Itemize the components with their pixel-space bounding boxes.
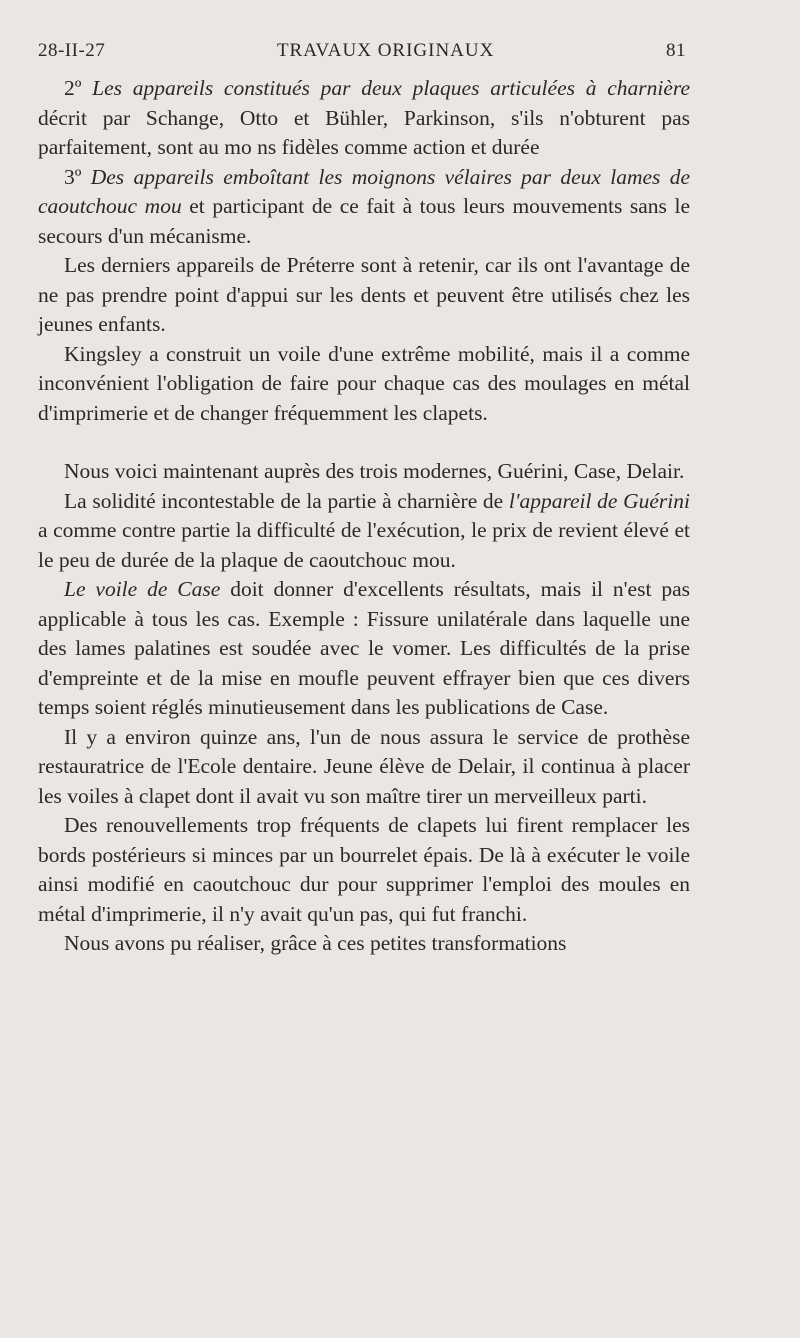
paragraph-kingsley: Kingsley a construit un voile d'une extrême mobilité, mais il a comme inconvénient l'obligation de faire pour chaque cas des moulages en métal d'imprimerie et de changer fréquemment les clapets.	[38, 341, 690, 425]
running-header	[38, 40, 690, 62]
paragraph-transformations: Nous avons pu réaliser, grâce à ces petites transformations	[64, 931, 567, 955]
paragraph-preterre: Les derniers appareils de Préterre sont à retenir, car ils ont l'avantage de ne pas prendre point d'appui sur les dents et peuvent être utilisés chez les jeunes enfants.	[38, 253, 690, 336]
italic-phrase: Des appareils emboîtant les moignons vélaires par deux lames de caoutchouc mou	[38, 164, 690, 218]
paragraph-text: La solidité incontestable de la partie à charnière de	[64, 488, 509, 513]
paragraph-ecole: Il y a environ quinze ans, l'un de nous assura le service de prothèse restauratrice de l'Ecole dentaire. Jeune élève de Delair, il continua à placer les voiles à clapet dont il avait vu son maître tirer un merveilleux parti.	[38, 724, 690, 808]
paragraph-text: a comme contre partie la difficulté de l'exécution, le prix de revient élevé et le peu de durée de la plaque de caoutchouc mou.	[38, 518, 690, 572]
paragraph-text: décrit par Schange, Otto et Bühler, Parkinson, s'ils n'obturent pas parfaitement, sont au mo ns fidèles comme action et durée	[38, 105, 690, 159]
paragraph-text: doit donner d'excellents résultats, mais il n'est pas applicable à tous les cas. Exemple : Fissure unilatérale dans laquelle une des lames palatines est soudée avec le vomer. Les difficultés de la prise d'empreinte et de la mise en moufle peuvent effrayer bien que ces divers temps soient réglés minutieusement dans les publications de Case.	[38, 577, 690, 719]
item-number: 3º	[64, 164, 91, 189]
italic-phrase: l'appareil de Guérini	[508, 488, 690, 513]
header-title: TRAVAUX ORIGINAUX	[276, 40, 495, 61]
paragraph-clapets: Des renouvellements trop fréquents de clapets lui firent remplacer les bords postérieurs si minces par un bourrelet épais. De là à exécuter le voile ainsi modifié en caoutchouc dur pour supprimer l'emploi des moules en métal d'imprimerie, il n'y avait qu'un pas, qui fut franchi.	[38, 813, 690, 926]
paragraph-text: et participant de ce fait à tous leurs mouvements sans le secours d'un mécanisme.	[38, 194, 690, 248]
article-body	[38, 74, 690, 959]
paragraph-case	[38, 575, 690, 723]
item-number: 2º	[64, 76, 93, 100]
page-number: 81	[665, 40, 686, 61]
paragraph-modernes: Nous voici maintenant auprès des trois modernes, Guérini, Case, Delair.	[64, 459, 685, 483]
paragraph-item-3	[38, 163, 690, 252]
italic-phrase: Les appareils constitués par deux plaques articulées à charnière	[92, 76, 690, 100]
header-date: 28-II-27	[38, 40, 106, 61]
paragraph-item-2	[38, 74, 690, 163]
italic-phrase: Le voile de Case	[64, 577, 221, 601]
paragraph-guerini	[38, 487, 690, 576]
